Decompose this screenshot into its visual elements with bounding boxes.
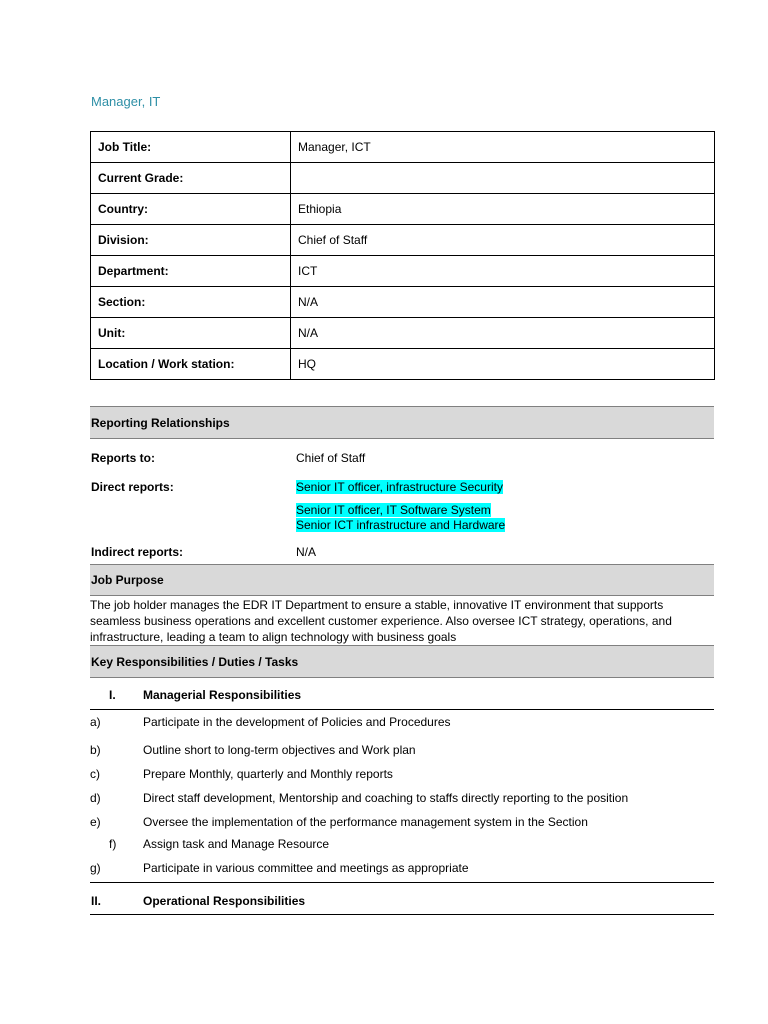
section-label: Section: [91, 287, 291, 318]
section-title: Managerial Responsibilities [143, 688, 302, 702]
job-purpose-text [90, 597, 714, 645]
reporting-heading-text: Reporting Relationships [91, 415, 230, 430]
job-title-value: Manager, ICT [291, 132, 715, 163]
list-marker: f) [109, 837, 117, 851]
list-item: Outline short to long-term objectives and Work plan [143, 743, 416, 757]
current-grade-value [291, 163, 715, 194]
current-grade-label: Current Grade: [91, 163, 291, 194]
job-purpose-heading-text: Job Purpose [91, 573, 164, 587]
table-row [91, 194, 715, 225]
division-label: Division: [91, 225, 291, 256]
document-title: Manager, IT [91, 94, 161, 109]
list-item: Assign task and Manage Resource [143, 837, 330, 851]
divider [90, 882, 714, 883]
table-row [91, 318, 715, 349]
indirect-reports-value: N/A [296, 545, 317, 559]
country-value: Ethiopia [291, 194, 715, 225]
reporting-heading [90, 406, 714, 439]
department-label: Department: [91, 256, 291, 287]
indirect-reports-label: Indirect reports: [91, 545, 184, 559]
direct-report-item: Senior IT officer, IT Software System [296, 503, 491, 517]
responsibilities-heading [90, 645, 714, 678]
list-item: Direct staff development, Mentorship and coaching to staffs directly reporting to the position [143, 791, 629, 805]
list-item: Prepare Monthly, quarterly and Monthly reports [143, 767, 393, 781]
list-marker: d) [90, 791, 101, 805]
section-value: N/A [291, 287, 715, 318]
division-value: Chief of Staff [291, 225, 715, 256]
list-marker: b) [90, 743, 101, 757]
table-row [91, 349, 715, 380]
job-purpose-line: The job holder manages the EDR IT Department to ensure a stable, innovative IT environment that supports [90, 598, 664, 612]
list-marker: g) [90, 861, 101, 875]
job-purpose-line: seamless business operations and excellent customer experience. Also oversee ICT strategy, operations, and [90, 614, 672, 628]
divider [90, 709, 714, 710]
section-numeral: II. [91, 894, 102, 908]
reports-to-label: Reports to: [91, 451, 155, 465]
reports-to-value: Chief of Staff [296, 451, 366, 465]
unit-value: N/A [291, 318, 715, 349]
table-row [91, 256, 715, 287]
section-title: Operational Responsibilities [143, 894, 306, 908]
list-marker: c) [90, 767, 100, 781]
list-marker: a) [90, 715, 101, 729]
list-item: Participate in the development of Policies and Procedures [143, 715, 451, 729]
job-info-table [90, 131, 715, 380]
divider [90, 914, 714, 915]
location-value: HQ [291, 349, 715, 380]
list-marker: e) [90, 815, 101, 829]
table-row [91, 287, 715, 318]
department-value: ICT [291, 256, 715, 287]
list-item: Oversee the implementation of the performance management system in the Section [143, 815, 588, 829]
responsibilities-heading-text: Key Responsibilities / Duties / Tasks [91, 654, 299, 669]
table-row [91, 225, 715, 256]
job-title-label: Job Title: [91, 132, 291, 163]
job-purpose-heading [90, 564, 714, 596]
country-label: Country: [91, 194, 291, 225]
unit-label: Unit: [91, 318, 291, 349]
section-numeral: I. [109, 688, 116, 702]
table-row [91, 163, 715, 194]
table-row [91, 132, 715, 163]
direct-reports-label: Direct reports: [91, 480, 174, 494]
direct-report-item: Senior ICT infrastructure and Hardware [296, 518, 506, 532]
location-label: Location / Work station: [91, 349, 291, 380]
job-purpose-line: infrastructure, leading a team to align technology with business goals [90, 630, 457, 644]
list-item: Participate in various committee and meetings as appropriate [143, 861, 469, 875]
direct-report-item: Senior IT officer, infrastructure Security [296, 480, 503, 494]
